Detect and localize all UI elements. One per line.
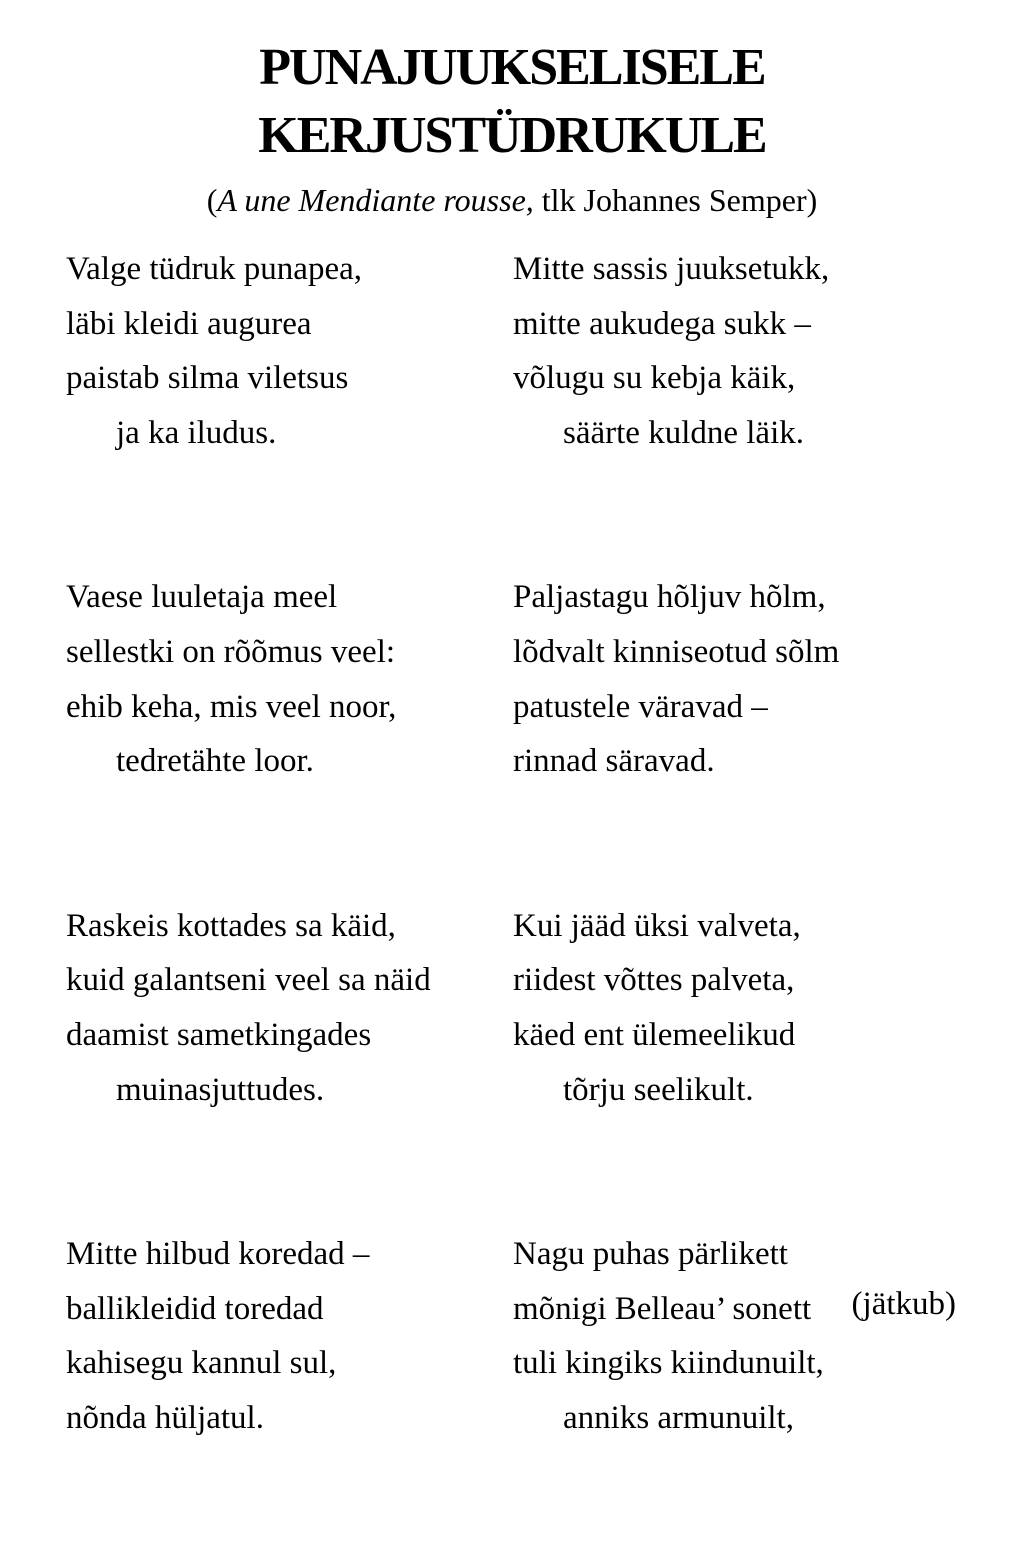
verse-line: Paljastagu hõljuv hõlm, (513, 579, 826, 616)
stanza (66, 899, 536, 1117)
poem-subtitle (0, 178, 1024, 222)
subtitle-open-paren: ( (206, 182, 218, 218)
verse-line: Vaese luuletaja meel (66, 579, 338, 616)
verse-line: mitte aukudega sukk – (513, 305, 811, 342)
verse-line: anniks armunuilt, (563, 1399, 794, 1436)
continued-note: (jätkub) (851, 1286, 956, 1322)
verse-line: käed ent ülemeelikud (513, 1016, 796, 1053)
verse-line: mõnigi Belleau’ sonett (513, 1290, 812, 1327)
verse-line: säärte kuldne läik. (563, 414, 804, 451)
left-column (66, 242, 536, 1556)
verse-line: lõdvalt kinniseotud sõlm (513, 633, 840, 670)
right-column (513, 242, 983, 1556)
verse-line: Valge tüdruk punapea, (66, 251, 362, 287)
verse-line: patustele väravad – (513, 688, 768, 725)
verse-line: muinasjuttudes. (116, 1071, 325, 1108)
verse-line: ja ka iludus. (116, 414, 277, 451)
verse-line: Nagu puhas pärlikett (513, 1236, 788, 1273)
poem-title-line-1: PUNAJUUKSELISELE (259, 39, 765, 96)
verse-line: Mitte hilbud koredad – (66, 1236, 370, 1273)
verse-line: nõnda hüljatul. (66, 1399, 264, 1436)
verse-line: Kui jääd üksi valveta, (513, 907, 801, 944)
stanza (513, 570, 983, 788)
stanza (66, 570, 536, 788)
verse-line: kahisegu kannul sul, (66, 1345, 337, 1382)
verse-line: riidest võttes palveta, (513, 962, 795, 999)
verse-line: kuid galantseni veel sa näid (66, 962, 431, 999)
verse-line: tõrju seelikult. (563, 1071, 754, 1108)
stanza (513, 899, 983, 1117)
verse-line: paistab silma viletsus (66, 360, 349, 397)
verse-line: võlugu su kebja käik, (513, 360, 796, 397)
verse-line: läbi kleidi augurea (66, 305, 312, 342)
verse-line: tuli kingiks kiindunuilt, (513, 1345, 824, 1382)
verse-line: rinnad säravad. (513, 743, 715, 780)
verse-line: ballikleidid toredad (66, 1290, 324, 1327)
verse-line: daamist sametkingades (66, 1016, 372, 1053)
verse-line: ehib keha, mis veel noor, (66, 688, 397, 725)
original-title: A une Mendiante rousse, (217, 182, 534, 218)
verse-line: tedretähte loor. (116, 743, 314, 780)
verse-line: Raskeis kottades sa käid, (66, 907, 396, 944)
stanza (513, 242, 983, 460)
verse-line: sellestki on rõõmus veel: (66, 633, 396, 670)
verse-line: Mitte sassis juuksetukk, (513, 251, 830, 287)
stanza (513, 1227, 983, 1445)
poem-title-line-2: KERJUSTÜDRUKULE (258, 107, 766, 164)
stanza (66, 1227, 536, 1445)
stanza (66, 242, 536, 460)
translator-credit: tlk Johannes Semper) (533, 182, 818, 218)
